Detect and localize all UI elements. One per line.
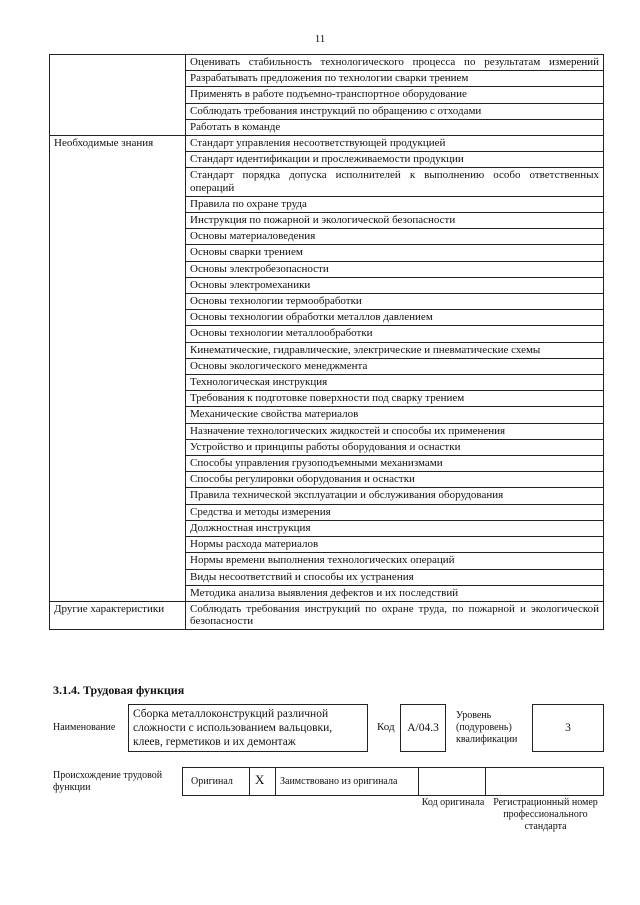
- row-label-cell: Другие характеристики: [50, 601, 186, 629]
- row-text-cell: Основы технологии обработки металлов давлением: [186, 310, 604, 326]
- row-text-cell: Способы регулировки оборудования и оснастки: [186, 472, 604, 488]
- row-text-cell: Разрабатывать предложения по технологии сварки трением: [186, 71, 604, 87]
- row-text-cell: Инструкция по пожарной и экологической безопасности: [186, 213, 604, 229]
- row-text-cell: Основы электромеханики: [186, 277, 604, 293]
- table-row: [50, 136, 604, 152]
- row-text-cell: Работать в команде: [186, 119, 604, 135]
- requirements-table: [49, 54, 604, 630]
- row-text-cell: Соблюдать требования инструкций по охране труда, по пожарной и экологической безопасности: [186, 601, 604, 629]
- row-label-cell: [50, 55, 186, 136]
- row-text-cell: Применять в работе подъемно-транспортное оборудование: [186, 87, 604, 103]
- row-text-cell: Стандарт идентификации и прослеживаемости продукции: [186, 152, 604, 168]
- row-text-cell: Нормы расхода материалов: [186, 537, 604, 553]
- code-value: A/04.3: [407, 722, 439, 734]
- table-row: [50, 601, 604, 629]
- section-title: 3.1.4. Трудовая функция: [53, 683, 185, 697]
- code-label: Код: [377, 721, 395, 733]
- row-text-cell: Кинематические, гидравлические, электрические и пневматические схемы: [186, 342, 604, 358]
- row-text-cell: Стандарт управления несоответствующей продукцией: [186, 136, 604, 152]
- row-text-cell: Средства и методы измерения: [186, 504, 604, 520]
- name-label: Наименование: [53, 722, 116, 733]
- code-box: [400, 704, 446, 752]
- row-text-cell: Основы технологии термообработки: [186, 294, 604, 310]
- level-box: [532, 704, 604, 752]
- row-text-cell: Соблюдать требования инструкций по обращению с отходами: [186, 103, 604, 119]
- origin-label: Происхождение трудовой функции: [53, 770, 163, 793]
- row-text-cell: Правила по охране труда: [186, 196, 604, 212]
- function-name-value: Сборка металлоконструкций различной сложности с использованием вальцовки, клеев, герметиков и их демонтаж: [133, 708, 333, 748]
- row-text-cell: Устройство и принципы работы оборудования и оснастки: [186, 439, 604, 455]
- row-text-cell: Должностная инструкция: [186, 520, 604, 536]
- row-text-cell: Основы материаловедения: [186, 229, 604, 245]
- row-text-cell: Требования к подготовке поверхности под сварку трением: [186, 391, 604, 407]
- row-text-cell: Виды несоответствий и способы их устранения: [186, 569, 604, 585]
- row-text-cell: Основы электробезопасности: [186, 261, 604, 277]
- row-text-cell: Назначение технологических жидкостей и способы их применения: [186, 423, 604, 439]
- reg-caption: Регистрационный номер профессионального стандарта: [493, 797, 598, 832]
- row-text-cell: Механические свойства материалов: [186, 407, 604, 423]
- page-number: 11: [314, 33, 326, 45]
- row-text-cell: Стандарт порядка допуска исполнителей к выполнению особо ответственных операций: [186, 168, 604, 196]
- borrowed-label: Заимствовано из оригинала: [280, 776, 398, 787]
- row-text-cell: Основы экологического менеджмента: [186, 358, 604, 374]
- row-text-cell: Методика анализа выявления дефектов и их последствий: [186, 585, 604, 601]
- row-text-cell: Основы сварки трением: [186, 245, 604, 261]
- origin-row: [182, 767, 604, 796]
- level-value: 3: [565, 722, 571, 734]
- original-label: Оригинал: [191, 776, 233, 787]
- function-name-box: [128, 704, 368, 752]
- row-text-cell: Технологическая инструкция: [186, 375, 604, 391]
- row-text-cell: Основы технологии металлообработки: [186, 326, 604, 342]
- row-text-cell: Правила технической эксплуатации и обслуживания оборудования: [186, 488, 604, 504]
- row-text-cell: Способы управления грузоподъемными механизмами: [186, 456, 604, 472]
- level-label: Уровень (подуровень) квалификации: [456, 710, 518, 745]
- row-text-cell: Нормы времени выполнения технологических операций: [186, 553, 604, 569]
- code-caption: Код оригинала: [421, 797, 485, 808]
- row-label-cell: Необходимые знания: [50, 136, 186, 602]
- table-row: [50, 55, 604, 71]
- row-text-cell: Оценивать стабильность технологического процесса по результатам измерений: [186, 55, 604, 71]
- original-mark: X: [255, 772, 265, 787]
